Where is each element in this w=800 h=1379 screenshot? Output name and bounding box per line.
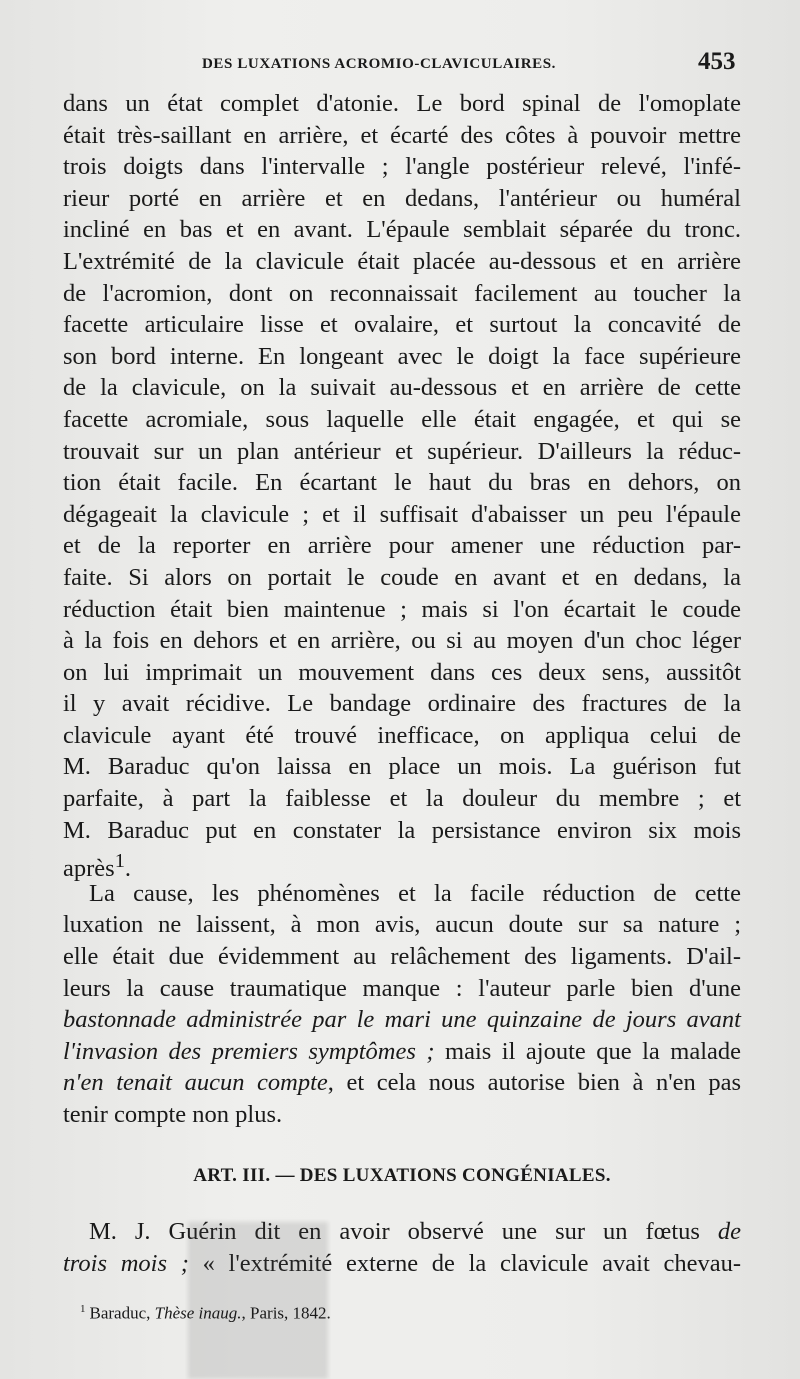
text-line: son bord interne. En longeant avec le doigt la face supérieure <box>63 342 741 370</box>
text-line: La cause, les phénomènes et la facile réduction de cette <box>89 879 741 907</box>
text-line: dégageait la clavicule ; et il suffisait d'abaisser un peu l'épaule <box>63 500 741 528</box>
text-line: et de la reporter en arrière pour amener une réduction par- <box>63 532 741 560</box>
page-stain <box>188 1222 328 1379</box>
text-line: elle était due évidemment au relâchement des ligaments. D'ail- <box>63 943 741 971</box>
text-line-italic: bastonnade administrée par le mari une quinzaine de jours avant <box>63 1006 741 1034</box>
section-heading-text: ART. III. — DES LUXATIONS CONGÉNIALES. <box>193 1165 611 1186</box>
main-text <box>63 88 741 1131</box>
text-line: faite. Si alors on portait le coude en avant et en dedans, la <box>63 563 741 591</box>
text-line: de la clavicule, on la suivait au-dessous et en arrière de cette <box>63 374 741 402</box>
footnote <box>80 1303 331 1324</box>
text-italic: l'invasion des premiers symptômes ; <box>63 1037 435 1065</box>
text-line: réduction était bien maintenue ; mais si l'on écartait le coude <box>63 595 741 623</box>
text-line: clavicule ayant été trouvé inefficace, on appliqua celui de <box>63 721 741 749</box>
text-fragment: . <box>124 855 132 883</box>
text-line: trouvait sur un plan antérieur et supérieur. D'ailleurs la réduc- <box>63 437 741 465</box>
text-line: de l'acromion, dont on reconnaissait facilement au toucher la <box>63 279 741 307</box>
text-italic: de <box>717 1218 741 1245</box>
text-italic: n'en tenait aucun compte <box>63 1069 328 1097</box>
text-line: L'extrémité de la clavicule était placée au-dessous et en arrière <box>63 247 741 275</box>
footnote-mark: 1 <box>80 1303 86 1315</box>
text-line: facette acromiale, sous laquelle elle était engagée, et qui se <box>63 405 741 433</box>
running-title: DES LUXATIONS ACROMIO-CLAVICULAIRES. <box>202 56 557 72</box>
text-line-mixed <box>63 1036 741 1068</box>
paragraph-2 <box>63 878 741 1004</box>
note-mark: 1 <box>114 850 125 873</box>
text-roman: mais il ajoute que la malade <box>434 1037 742 1065</box>
text-roman: , et cela nous autorise bien à n'en pas <box>327 1069 741 1097</box>
text-line: parfaite, à part la faiblesse et la douleur du membre ; et <box>63 785 741 813</box>
paragraph-1-last-line <box>63 846 741 883</box>
text-line: facette articulaire lisse et ovalaire, et surtout la concavité de <box>63 311 741 339</box>
text-italic: trois mois ; <box>63 1249 189 1277</box>
running-head <box>0 48 800 78</box>
text-line-mixed <box>63 1248 741 1280</box>
footnote-text-tail: , Paris, 1842. <box>241 1303 331 1323</box>
text-line: luxation ne laissent, à mon avis, aucun doute sur sa nature ; <box>63 911 741 939</box>
text-line-mixed <box>63 1067 741 1099</box>
text-line: il y avait récidive. Le bandage ordinaire des fractures de la <box>63 690 741 718</box>
footnote-text: Baraduc, <box>89 1303 155 1323</box>
section-heading <box>0 1165 800 1187</box>
text-roman: M. J. Guérin dit en avoir observé une sur un fœtus <box>89 1218 718 1245</box>
text-line: dans un état complet d'atonie. Le bord spinal de l'omoplate <box>63 90 741 117</box>
paragraph-1 <box>63 88 741 846</box>
text-line: M. Baraduc put en constater la persistance environ six mois <box>63 816 741 844</box>
text-roman: « l'extrémité externe de la clavicule avait chevau- <box>188 1249 742 1277</box>
text-line-mixed <box>63 1216 741 1248</box>
paragraph-3 <box>63 1216 741 1279</box>
text-line: on lui imprimait un mouvement dans ces deux sens, aussitôt <box>63 658 741 686</box>
text-line: à la fois en dehors et en arrière, ou si au moyen d'un choc léger <box>63 627 741 655</box>
text-line: tenir compte non plus. <box>63 1101 283 1128</box>
text-line: incliné en bas et en avant. L'épaule semblait séparée du tronc. <box>63 216 741 244</box>
page-number: 453 <box>698 48 736 75</box>
footnote-text-italic: Thèse inaug. <box>154 1303 242 1323</box>
text-fragment: après <box>63 855 115 883</box>
text-line: M. Baraduc qu'on laissa en place un mois. La guérison fut <box>63 753 741 781</box>
text-line: trois doigts dans l'intervalle ; l'angle postérieur relevé, l'infé- <box>63 153 741 181</box>
text-line: leurs la cause traumatique manque : l'auteur parle bien d'une <box>63 974 741 1002</box>
text-line: tion était facile. En écartant le haut du bras en dehors, on <box>63 469 741 497</box>
text-line: était très-saillant en arrière, et écarté des côtes à pouvoir mettre <box>63 121 741 149</box>
text-line: rieur porté en arrière et en dedans, l'antérieur ou huméral <box>63 184 741 212</box>
